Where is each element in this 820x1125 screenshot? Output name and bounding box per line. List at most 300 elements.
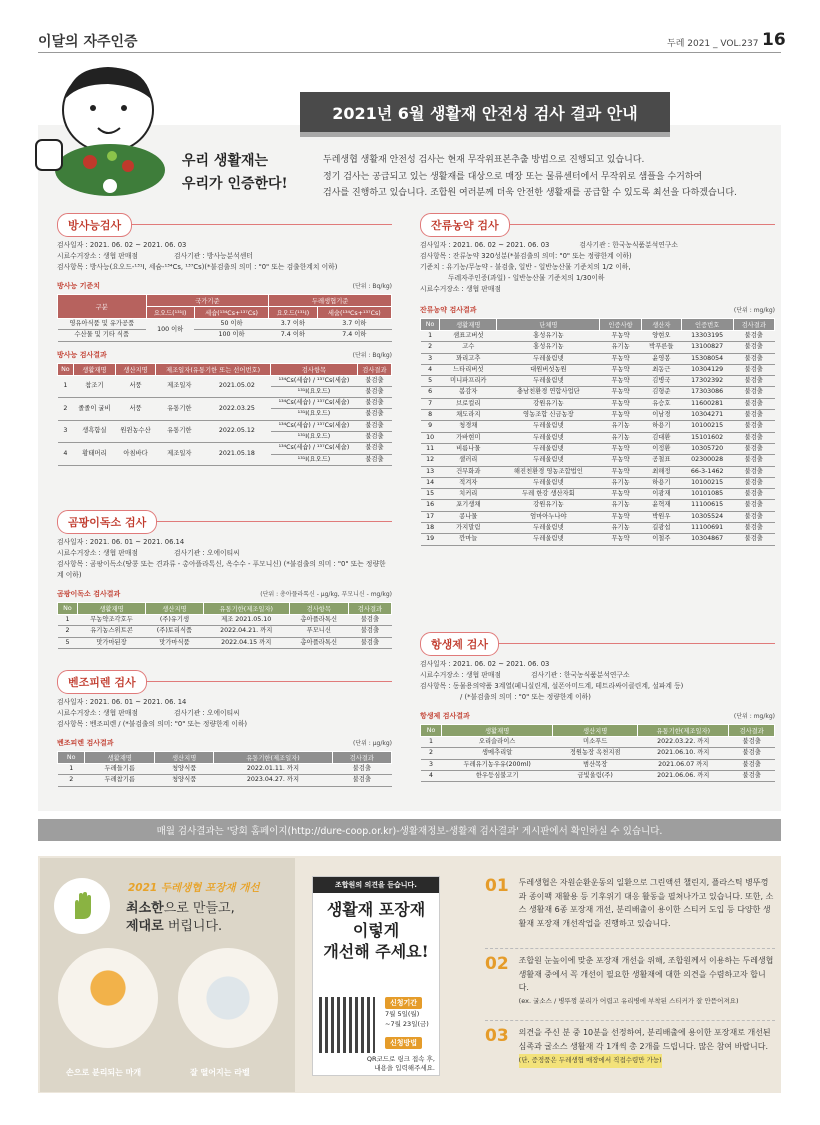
cell: 유기농 bbox=[600, 342, 641, 353]
radiation-result-table bbox=[57, 363, 392, 466]
table-row bbox=[421, 421, 775, 432]
cell: 무농약 bbox=[600, 376, 641, 387]
table-caption: 잔류농약 검사결과 bbox=[420, 306, 477, 314]
cell: (주)유기생 bbox=[146, 615, 204, 626]
col-header: 유통기한(제조일자) bbox=[214, 752, 332, 764]
col-header: 생활재명 bbox=[440, 319, 497, 331]
col-header: 두레생협기준 bbox=[269, 295, 392, 307]
cell: 가바현미 bbox=[440, 432, 497, 443]
cell: 무농약 bbox=[600, 353, 641, 364]
cell: 두레울림넷 bbox=[497, 376, 600, 387]
cell: 불검출 bbox=[733, 376, 774, 387]
table-row bbox=[421, 511, 775, 522]
cell: 무농약 bbox=[600, 398, 641, 409]
cell: 불검출 bbox=[733, 364, 774, 375]
cell: 100 이하 bbox=[194, 330, 268, 341]
cell: 샘표고버섯 bbox=[440, 331, 497, 342]
cell: 충남친환경 연합사업단 bbox=[497, 387, 600, 398]
pesticide-table bbox=[420, 318, 775, 546]
table-row bbox=[58, 775, 392, 786]
cell: 불검출 bbox=[332, 764, 391, 775]
col-header: No bbox=[58, 603, 78, 615]
cell: 유승호 bbox=[641, 398, 681, 409]
period-label: 신청기간 bbox=[385, 997, 422, 1009]
cell: 박푸른들 bbox=[641, 342, 681, 353]
cell: 두레 한강 생산자회 bbox=[497, 489, 600, 500]
table-row bbox=[421, 432, 775, 443]
info-line: 검사일자 : 2021. 06. 02 ~ 2021. 06. 03 bbox=[57, 241, 187, 249]
cell: 무농약 bbox=[600, 489, 641, 500]
cell: 유기농 bbox=[600, 477, 641, 488]
cell: 1 bbox=[421, 737, 442, 748]
cell: 무농약 bbox=[600, 443, 641, 454]
cell: 불검출 bbox=[729, 759, 775, 770]
cell: 졸졸이 굴비 bbox=[73, 398, 115, 421]
cell: 정원농장 옥천지점 bbox=[553, 748, 638, 759]
table-row bbox=[421, 759, 775, 770]
cell: 2021.05.18 bbox=[203, 443, 270, 466]
info-line: 검사기관 : 오에이티씨 bbox=[174, 709, 240, 717]
info-line: 검사항목 : 동물용의약품 3계열(페니실린계, 설폰아미드계, 테트라싸이클린계, 설파계 등) bbox=[420, 682, 684, 690]
cell: 제조 2021.05.10 bbox=[203, 615, 289, 626]
mascot-illustration bbox=[28, 58, 178, 196]
cell: 불검출 bbox=[357, 432, 391, 443]
col-header: No bbox=[421, 319, 440, 331]
cell: 두레울림넷 bbox=[497, 477, 600, 488]
col-header: 구분 bbox=[58, 295, 147, 319]
cell: 포기생채 bbox=[440, 500, 497, 511]
cell: 11600281 bbox=[681, 398, 733, 409]
cell: 무농약 bbox=[600, 455, 641, 466]
survey-poster bbox=[312, 876, 440, 1076]
table-row bbox=[58, 375, 392, 386]
notice-bar: 매월 검사결과는 '당회 홈페이지(http://dure-coop.or.kr)-생활재정보-생활재 검사결과' 게시판에서 확인하실 수 있습니다. bbox=[38, 819, 781, 841]
cell: 무농약 bbox=[600, 364, 641, 375]
cell: 수산물 및 기타 식품 bbox=[58, 330, 147, 341]
cell: 가지말림 bbox=[440, 523, 497, 534]
cell: 금빛울림(주) bbox=[553, 770, 638, 781]
table-row bbox=[58, 398, 392, 409]
cell: 10100215 bbox=[681, 477, 733, 488]
cell: 불검출 bbox=[348, 615, 391, 626]
cell: 청양식품 bbox=[155, 764, 214, 775]
table-unit: (단위 : mg/kg) bbox=[733, 713, 775, 720]
cell: 불검출 bbox=[357, 443, 391, 454]
table-caption: 방사능 기준치 bbox=[57, 282, 101, 290]
cell: 19 bbox=[421, 534, 440, 545]
cell: 무농약 bbox=[600, 511, 641, 522]
cell: 16 bbox=[421, 500, 440, 511]
cell: 불검출 bbox=[729, 737, 775, 748]
antibiotic-tag: 항생제 검사 bbox=[420, 632, 499, 656]
cell: 10304271 bbox=[681, 410, 733, 421]
cell: 02300028 bbox=[681, 455, 733, 466]
step-divider bbox=[485, 1020, 775, 1021]
cell: 불검출 bbox=[357, 386, 391, 397]
cell: 2021.06.07 까지 bbox=[638, 759, 729, 770]
info-line: 시료수거장소 : 생협 판매점 bbox=[57, 549, 138, 557]
mycotoxin-table bbox=[57, 602, 392, 649]
cell: 이정환 bbox=[641, 443, 681, 454]
slogan-line-1: 우리 생활재는 bbox=[182, 153, 269, 169]
cell: 영농조합 신금농장 bbox=[497, 410, 600, 421]
slogan-line-2: 우리가 인증한다! bbox=[182, 176, 288, 192]
cell: 이남경 bbox=[641, 410, 681, 421]
cell: 불검출 bbox=[733, 523, 774, 534]
cell: 아침바다 bbox=[116, 443, 156, 466]
col-header: 국가기준 bbox=[146, 295, 269, 307]
cell: 2 bbox=[421, 748, 442, 759]
cell: 건무화과 bbox=[440, 466, 497, 477]
col-header: 단체명 bbox=[497, 319, 600, 331]
col-header: 검사결과 bbox=[733, 319, 774, 331]
method-label: 신청방법 bbox=[385, 1037, 422, 1049]
step-divider bbox=[485, 948, 775, 949]
cell: 유기농 bbox=[600, 432, 641, 443]
cell: 유기농 bbox=[600, 500, 641, 511]
step-text bbox=[519, 876, 775, 930]
col-header: 생활재명 bbox=[85, 752, 155, 764]
radiation-tag: 방사능검사 bbox=[57, 213, 132, 237]
table-row bbox=[58, 319, 392, 330]
table-caption: 방사능 검사결과 bbox=[57, 350, 107, 359]
table-row bbox=[421, 477, 775, 488]
cell: 두레울림넷 bbox=[497, 432, 600, 443]
caption-cap: 손으로 분리되는 마개 bbox=[66, 1068, 142, 1077]
col-header: 세슘(¹³⁴Cs+¹³⁷Cs) bbox=[194, 307, 268, 319]
info-line: 시료수거장소 : 생협 판매점 bbox=[420, 285, 501, 293]
mycotoxin-tag: 곰팡이독소 검사 bbox=[57, 510, 157, 534]
cell: 4 bbox=[421, 364, 440, 375]
info-line: / (*불검출의 의미 : "0" 또는 정량한계 이하) bbox=[460, 693, 591, 701]
col-header: 생산지명 bbox=[553, 725, 638, 737]
slogan bbox=[182, 150, 288, 196]
cell: ¹³¹I(요오드) bbox=[271, 432, 358, 443]
col-header: 생산지명 bbox=[116, 363, 156, 375]
info-line: 검사일자 : 2021. 06. 02 ~ 2021. 06. 03 bbox=[420, 660, 550, 668]
radiation-section bbox=[57, 213, 392, 466]
col-header: 유통기한(제조일자) bbox=[638, 725, 729, 737]
step-item bbox=[485, 876, 775, 930]
cell: 7.4 이하 bbox=[269, 330, 317, 341]
cell: 불검출 bbox=[729, 748, 775, 759]
cell: 두레울림넷 bbox=[497, 353, 600, 364]
cell: 2021.06.06. 까지 bbox=[638, 770, 729, 781]
table-unit: (단위 : Bq/kg) bbox=[352, 351, 392, 359]
cell: 치커리 bbox=[440, 489, 497, 500]
benzopyrene-tag: 벤조피렌 검사 bbox=[57, 670, 147, 694]
cell: 이광재 bbox=[641, 489, 681, 500]
info-line: 시료수거장소 : 생협 판매점 bbox=[420, 671, 501, 679]
intro-line: 두레생협 생활재 안전성 검사는 현재 무작위표본추출 방법으로 진행되고 있습니다. bbox=[323, 155, 645, 165]
cell: 불검출 bbox=[332, 775, 391, 786]
cell: 3 bbox=[58, 420, 74, 443]
cell: 2021.05.02 bbox=[203, 375, 270, 398]
table-caption: 항생제 검사결과 bbox=[420, 712, 470, 720]
cell: ¹³¹I(요오드) bbox=[271, 454, 358, 465]
cell: 맛가마식품 bbox=[146, 637, 204, 648]
intro-line: 정기 검사는 공급되고 있는 생활재를 대상으로 매장 또는 물류센터에서 무작위로 샘플을 수거하여 bbox=[323, 171, 703, 182]
cell: 11100691 bbox=[681, 523, 733, 534]
cell: 양현오 bbox=[641, 331, 681, 342]
info-line: 검사기관 : 오에이티씨 bbox=[174, 549, 240, 557]
table-row bbox=[421, 523, 775, 534]
info-line: 검사일자 : 2021. 06. 02 ~ 2021. 06. 03 bbox=[420, 241, 550, 249]
step-body: 조합원 눈높이에 맞춘 포장재 개선을 위해, 조합원께서 이용하는 두레생협 생활재 중에서 꼭 개선이 필요한 생활재에 대한 의견을 수렴하고자 합니다. bbox=[518, 956, 774, 992]
cell: 17303086 bbox=[681, 387, 733, 398]
cell: 2022.03.25 bbox=[203, 398, 270, 421]
info-line: 검사일자 : 2021. 06. 01 ~ 2021. 06. 14 bbox=[57, 698, 187, 706]
cell: 2 bbox=[58, 775, 85, 786]
cell: 미소푸드 bbox=[553, 737, 638, 748]
table-row bbox=[58, 626, 392, 637]
caption-label: 잘 떨어지는 라벨 bbox=[190, 1068, 250, 1077]
hand-icon bbox=[54, 878, 110, 934]
cell: 5 bbox=[58, 637, 78, 648]
cell: 불검출 bbox=[733, 342, 774, 353]
cell: 이철주 bbox=[641, 534, 681, 545]
cell: 총아플라톡신 bbox=[289, 637, 348, 648]
qr-code[interactable] bbox=[319, 997, 375, 1053]
cell: 박원우 bbox=[641, 511, 681, 522]
table-row bbox=[421, 770, 775, 781]
cell: 불검출 bbox=[733, 511, 774, 522]
cell: 8 bbox=[421, 410, 440, 421]
col-header: 요오드(¹³¹I) bbox=[146, 307, 194, 319]
cell: ¹³¹I(요오드) bbox=[271, 409, 358, 420]
period-block bbox=[385, 997, 429, 1029]
cell: 불검출 bbox=[357, 420, 391, 431]
cell: 18 bbox=[421, 523, 440, 534]
cell: 13 bbox=[421, 466, 440, 477]
table-row bbox=[421, 534, 775, 545]
cell: 해진친환경 영농조합법인 bbox=[497, 466, 600, 477]
cell: 10304867 bbox=[681, 534, 733, 545]
text: 으로 만들고, bbox=[163, 901, 235, 916]
cell: 봄감자 bbox=[440, 387, 497, 398]
table-row bbox=[58, 615, 392, 626]
info-line: 검사기관 : 한국농식품분석연구소 bbox=[531, 671, 630, 679]
cell: 10304129 bbox=[681, 364, 733, 375]
cell: 불검출 bbox=[733, 477, 774, 488]
cell: 두레유기농우유(200ml) bbox=[442, 759, 553, 770]
period-text: 7월 5일(월) bbox=[385, 1010, 420, 1018]
poster-top: 조합원의 의견을 듣습니다. bbox=[313, 877, 439, 893]
cell: 대원버섯농원 bbox=[497, 364, 600, 375]
cell: 하용기 bbox=[641, 421, 681, 432]
step-body: 의견을 주신 분 중 10분을 선정하여, 분리배출에 용이한 포장재로 개선된 심족과 굴소스 생활재 각 1개씩 총 2개를 드립니다. 많은 참여 바랍니다. bbox=[518, 1028, 771, 1051]
cell: 푸모니신 bbox=[289, 626, 348, 637]
col-header: 인증번호 bbox=[681, 319, 733, 331]
intro-line: 검사를 진행하고 있습니다. 조합원 여러분께 더욱 안전한 생활재를 공급할 수 있도록 최선을 다하겠습니다. bbox=[323, 188, 737, 198]
cell: 50 이하 bbox=[194, 319, 268, 330]
section-label: 이달의 자주인증 bbox=[38, 34, 138, 50]
cell: 유통기한 bbox=[156, 420, 204, 443]
info-line: 시료수거장소 : 생협 판매점 bbox=[57, 252, 138, 260]
info-line: 검사항목 : 곰팡이독소(땅콩 또는 견과류 - 총아플라톡신, 옥수수 - 푸모니신) (*불검출의 의미 : "0" 또는 정량한계 이하) bbox=[57, 560, 386, 579]
cell: 참조기 bbox=[73, 375, 115, 398]
cell: 무농약조각호두 bbox=[77, 615, 145, 626]
cell: 100 이하 bbox=[146, 319, 194, 342]
method-block bbox=[385, 1037, 439, 1049]
cell: ¹³⁴Cs(세슘) / ¹³⁷Cs(세슘) bbox=[271, 398, 358, 409]
cell: ¹³¹I(요오드) bbox=[271, 386, 358, 397]
cell: 13303195 bbox=[681, 331, 733, 342]
cell: 10305524 bbox=[681, 511, 733, 522]
cell: 무농약 bbox=[600, 534, 641, 545]
text: 버립니다. bbox=[163, 919, 223, 934]
poster-headline bbox=[313, 899, 439, 962]
col-header: 생산지명 bbox=[146, 603, 204, 615]
cell: 최해정 bbox=[641, 466, 681, 477]
cell: ¹³⁴Cs(세슘) / ¹³⁷Cs(세슘) bbox=[271, 420, 358, 431]
cell: 11 bbox=[421, 443, 440, 454]
cell: 불검출 bbox=[348, 626, 391, 637]
table-unit: (단위 : mg/kg) bbox=[733, 307, 775, 314]
cell: 불검출 bbox=[357, 398, 391, 409]
page-title: 2021년 6월 생활재 안전성 검사 결과 안내 bbox=[300, 92, 670, 132]
col-header: 생산자 bbox=[641, 319, 681, 331]
info-line: 검사일자 : 2021. 06. 01 ~ 2021. 06.14 bbox=[57, 538, 185, 546]
cell: 청경채 bbox=[440, 421, 497, 432]
col-header: 검사결과 bbox=[332, 752, 391, 764]
cell: 무농약 bbox=[600, 410, 641, 421]
table-caption: 벤조피렌 검사결과 bbox=[57, 739, 114, 747]
table-row bbox=[421, 398, 775, 409]
col-header: 검사결과 bbox=[357, 363, 391, 375]
table-row bbox=[421, 489, 775, 500]
col-header: 생활재명 bbox=[73, 363, 115, 375]
cell: 총아플라톡신 bbox=[289, 615, 348, 626]
cell: 17 bbox=[421, 511, 440, 522]
cell: 유기농스위트콘 bbox=[77, 626, 145, 637]
col-header: 검사항목 bbox=[289, 603, 348, 615]
table-row bbox=[58, 637, 392, 648]
table-row bbox=[421, 466, 775, 477]
step-number: 02 bbox=[485, 954, 509, 974]
info-line: 검사항목 : 잔류농약 320성분(*불검출의 의미: "0" 또는 정량한계 이하) bbox=[420, 252, 632, 260]
cell: 공철표 bbox=[641, 455, 681, 466]
cell: 두레울림넷 bbox=[497, 534, 600, 545]
col-header: 검사결과 bbox=[729, 725, 775, 737]
col-header: 요오드(¹³¹I) bbox=[269, 307, 317, 319]
cell: 두레참기름 bbox=[85, 775, 155, 786]
antibiotic-table bbox=[420, 724, 775, 782]
cell: 2 bbox=[58, 398, 74, 421]
cell: 2022.05.12 bbox=[203, 420, 270, 443]
method-line: QR코드로 링크 접속 후, bbox=[366, 1055, 435, 1063]
cell: 김병국 bbox=[641, 376, 681, 387]
cell: 유기농 bbox=[600, 523, 641, 534]
cell: 유통기한 bbox=[156, 398, 204, 421]
cell: 채도라지 bbox=[440, 410, 497, 421]
cell: 3 bbox=[421, 353, 440, 364]
cell: 10101085 bbox=[681, 489, 733, 500]
cap-photo bbox=[58, 948, 158, 1048]
cell: 12 bbox=[421, 455, 440, 466]
cell: 하용기 bbox=[641, 477, 681, 488]
col-header: 인증사항 bbox=[600, 319, 641, 331]
cell: 6 bbox=[421, 387, 440, 398]
col-header: No bbox=[58, 363, 74, 375]
cell: 유기농 bbox=[600, 421, 641, 432]
cell: 불검출 bbox=[733, 432, 774, 443]
cell: 생메추리알 bbox=[442, 748, 553, 759]
cell: 두레울림넷 bbox=[497, 455, 600, 466]
cell: 5 bbox=[421, 376, 440, 387]
cell: 2022.03.22. 까지 bbox=[638, 737, 729, 748]
cell: 10100215 bbox=[681, 421, 733, 432]
info-line: 검사항목 : 벤조피렌 / (*불검출의 의미: "0" 또는 정량한계 이하) bbox=[57, 720, 248, 728]
cell: 불검출 bbox=[733, 398, 774, 409]
cell: 꽈리고추 bbox=[440, 353, 497, 364]
step-body: 두레생협은 자원순환운동의 일환으로 그린액션 챌린지, 플라스틱 병뚜껑과 종이팩 재활용 등 기후위기 대응 활동을 펼쳐나가고 있습니다. 또한, 소스 생활재 6종 포장재 개선, 분리배출이 용이한 스티커 도입 등 다양한 생활재 포장재 개선작업을 진행하고 있습니다. bbox=[518, 878, 774, 928]
cell: 13100827 bbox=[681, 342, 733, 353]
headline-line: 개선해 주세요! bbox=[323, 942, 429, 961]
info-line: 검사항목 : 방사능(요오드-¹³¹I, 세슘-¹³⁴Cs, ¹³⁷Cs)(*불검출의 의미 : "0" 또는 검출한계치 이하) bbox=[57, 263, 338, 271]
cell: 불검출 bbox=[733, 466, 774, 477]
cell: 1 bbox=[58, 764, 85, 775]
info-line: 검사기관 : 한국농식품분석연구소 bbox=[579, 241, 678, 249]
cell: 7.4 이하 bbox=[317, 330, 391, 341]
table-row bbox=[421, 410, 775, 421]
cell: 두레울림넷 bbox=[497, 421, 600, 432]
cell: 17302392 bbox=[681, 376, 733, 387]
pesticide-tag: 잔류농약 검사 bbox=[420, 213, 510, 237]
cell: 15 bbox=[421, 489, 440, 500]
cell: 오리슬라이스 bbox=[442, 737, 553, 748]
cell: 콩나물 bbox=[440, 511, 497, 522]
cell: 강원유기농 bbox=[497, 500, 600, 511]
cell: 3 bbox=[421, 759, 442, 770]
cell: 무농약 bbox=[600, 331, 641, 342]
cell: 원윈농수산 bbox=[116, 420, 156, 443]
cell: 불검출 bbox=[357, 454, 391, 465]
cell: 윤혁재 bbox=[641, 500, 681, 511]
cell: 맛가마된장 bbox=[77, 637, 145, 648]
table-unit: (단위 : μg/kg) bbox=[352, 740, 392, 747]
cell: 불검출 bbox=[733, 534, 774, 545]
cell: 3.7 이하 bbox=[317, 319, 391, 330]
cell: 불검출 bbox=[733, 410, 774, 421]
info-line: 검사기관 : 방사능분석센터 bbox=[174, 252, 253, 260]
mycotoxin-section bbox=[57, 510, 392, 649]
col-header: 검사항목 bbox=[271, 363, 358, 375]
headline-line: 이렇게 bbox=[352, 921, 400, 940]
cell: 제조일자 bbox=[156, 443, 204, 466]
table-row bbox=[421, 342, 775, 353]
step-text bbox=[519, 954, 775, 1008]
cell: 14 bbox=[421, 477, 440, 488]
emph: 최소한 bbox=[126, 901, 164, 916]
cell: 2022.01.11. 까지 bbox=[214, 764, 332, 775]
cell: 깐마늘 bbox=[440, 534, 497, 545]
cell: 15308054 bbox=[681, 353, 733, 364]
cell: 3.7 이하 bbox=[269, 319, 317, 330]
cell: 불검출 bbox=[733, 455, 774, 466]
col-header: 생활재명 bbox=[77, 603, 145, 615]
table-unit: (단위 : 총아플라톡신 - μg/kg, 푸모니신 - mg/kg) bbox=[260, 591, 392, 598]
page-number: 16 bbox=[762, 30, 786, 50]
table-row bbox=[58, 330, 392, 341]
info-line: 기준치 : 유기농/무농약 - 불검출, 일반 - 일반농산물 기준치의 1/2 이하, bbox=[420, 263, 631, 271]
cell: 서풍 bbox=[116, 375, 156, 398]
promo-slogan bbox=[126, 900, 235, 936]
cell: 미니파프리카 bbox=[440, 376, 497, 387]
cell: 홍성유기농 bbox=[497, 331, 600, 342]
col-header: No bbox=[58, 752, 85, 764]
cell: 불검출 bbox=[733, 353, 774, 364]
